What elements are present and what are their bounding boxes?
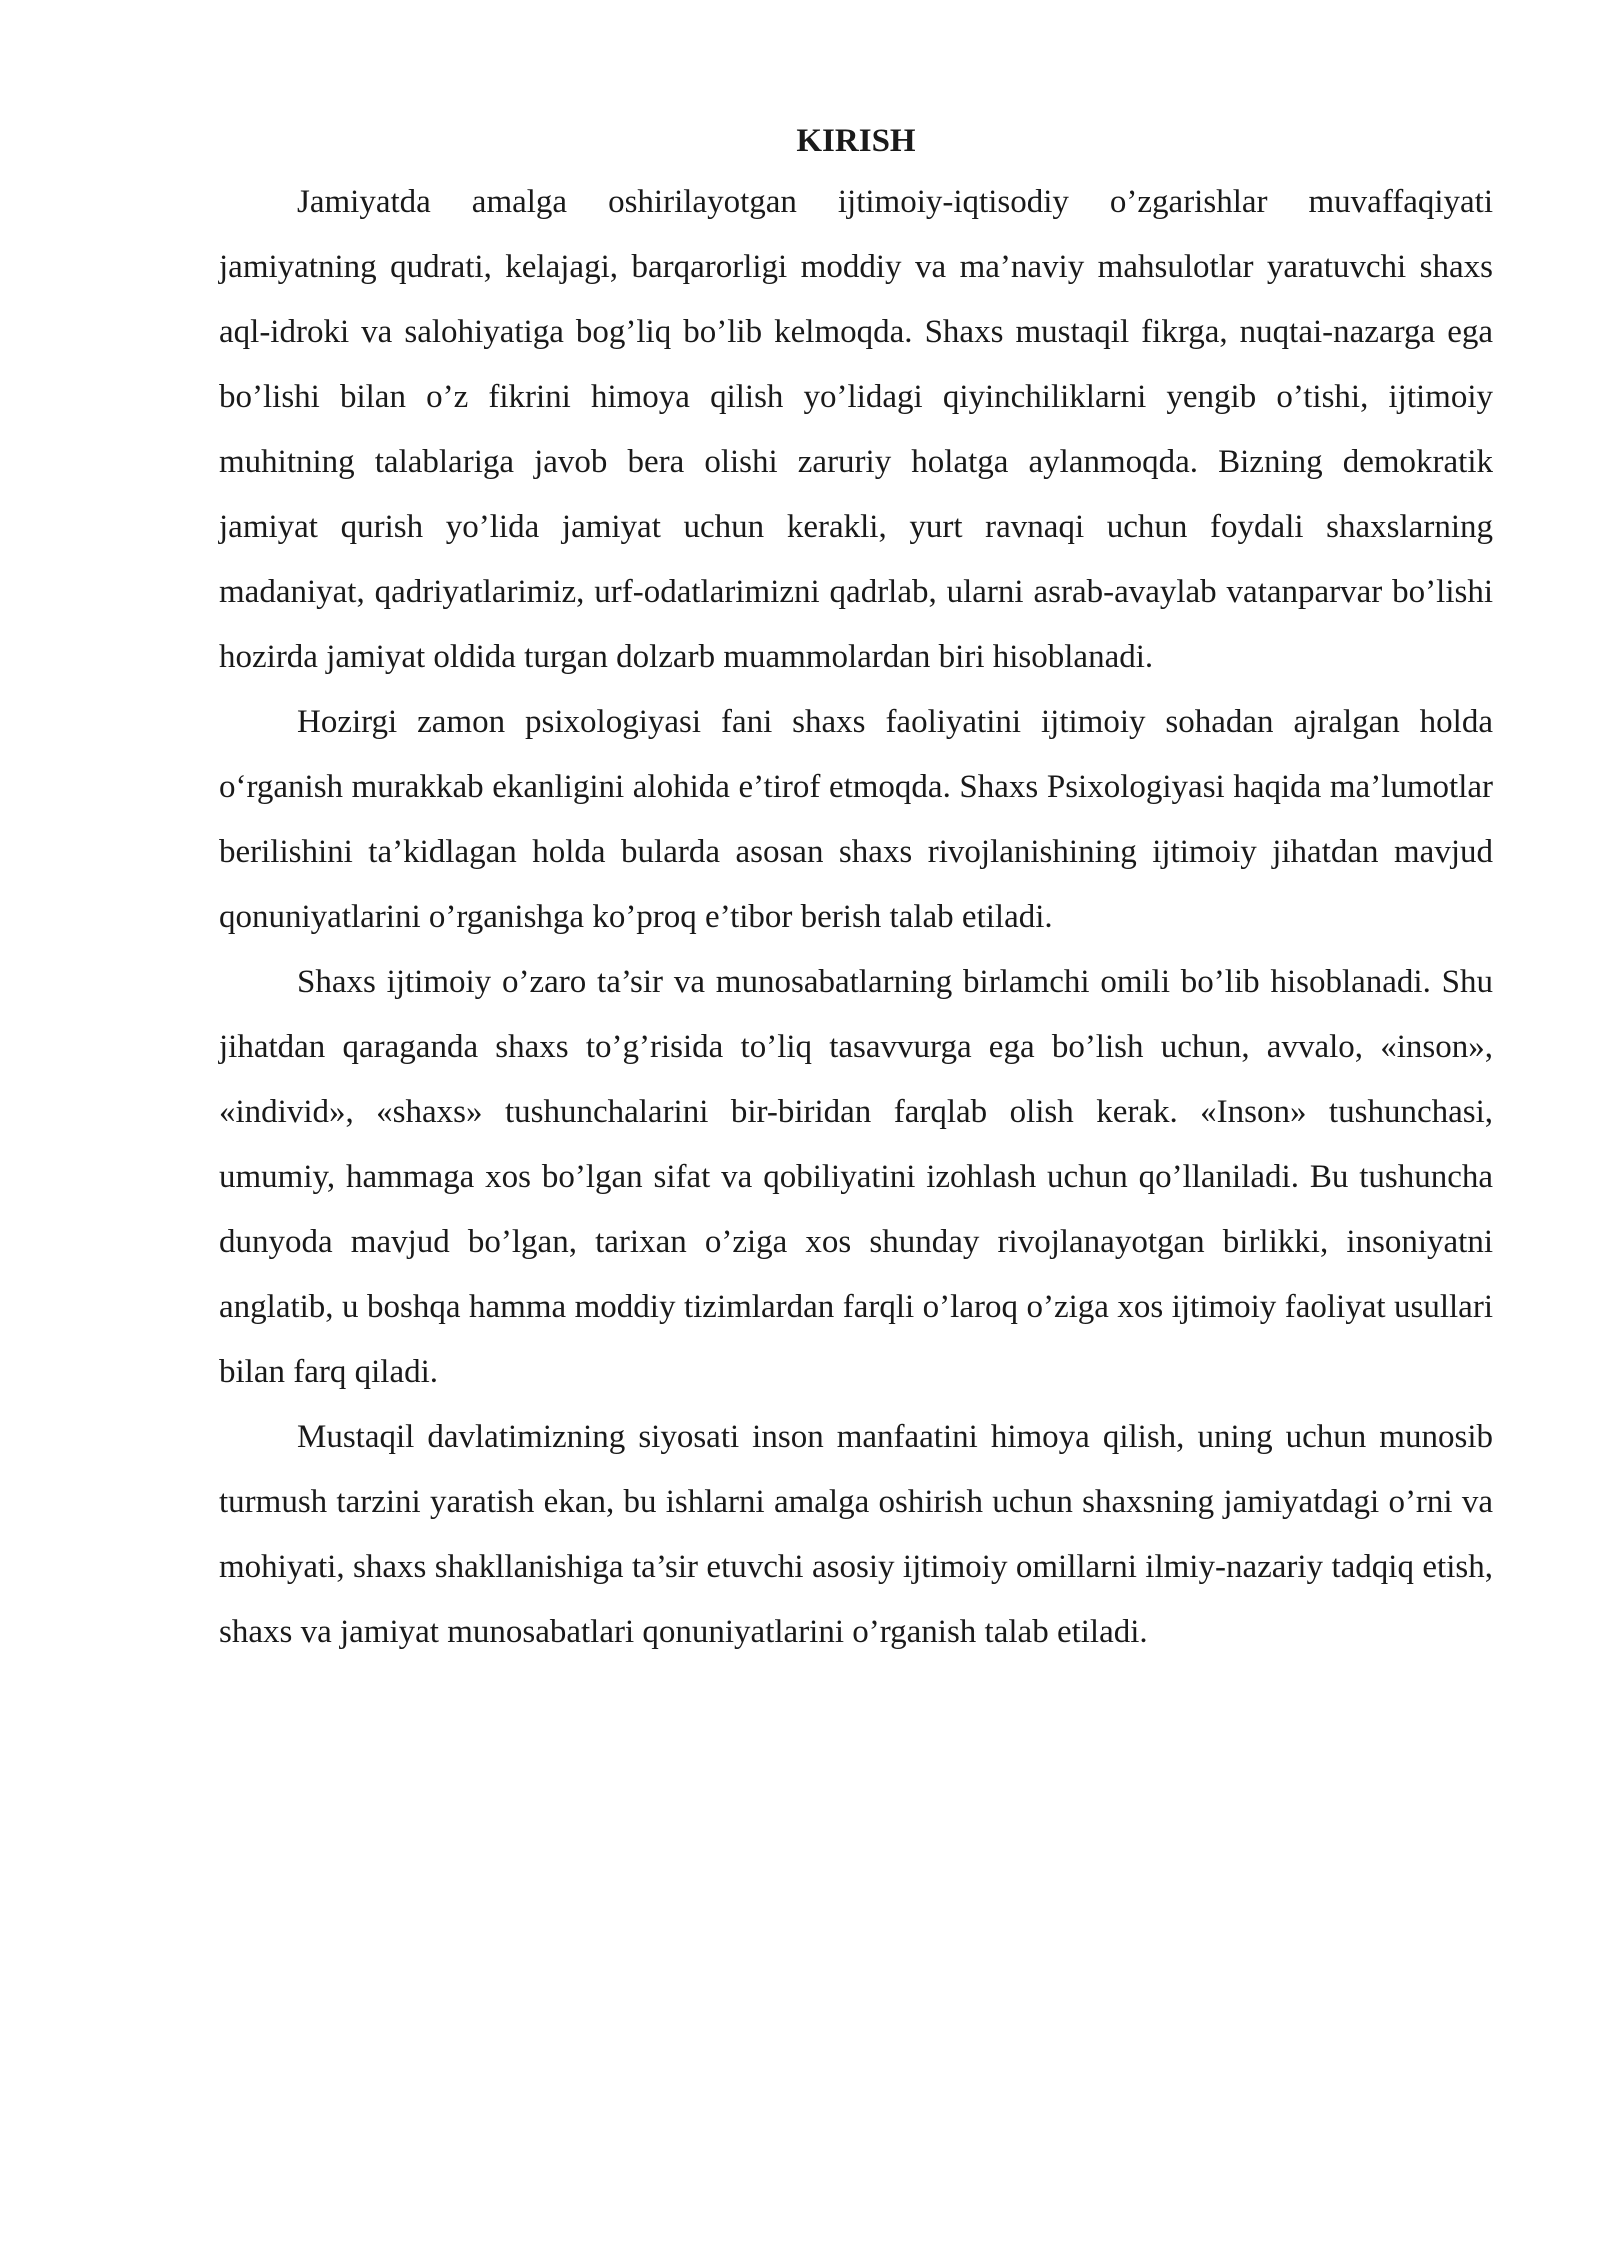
paragraph-1: Jamiyatda amalga oshirilayotgan ijtimoiy-iqtisodiy o’zgarishlar muvaffaqiyati jamiyatning qudrati, kelajagi, barqarorligi moddiy va ma’naviy mahsulotlar yaratuvchi shaxs aql-idroki va salohiyatiga bog’liq bo’lib kelmoqda. Shaxs mustaqil fikrga, nuqtai-nazarga ega bo’lishi bilan o’z fikrini himoya qilish yo’lidagi qiyinchiliklarni yengib o’tishi, ijtimoiy muhitning talablariga javob bera olishi zaruriy holatga aylanmoqda. Bizning demokratik jamiyat qurish yo’lida jamiyat uchun kerakli, yurt ravnaqi uchun foydali shaxslarning madaniyat, qadriyatlarimiz, urf-odatlarimizni qadrlab, ularni asrab-avaylab vatanparvar bo’lishi hozirda jamiyat oldida turgan dolzarb muammolardan biri hisoblanadi.	[219, 184, 1493, 675]
paragraph-4: Mustaqil davlatimizning siyosati inson manfaatini himoya qilish, uning uchun munosib turmush tarzini yaratish ekan, bu ishlarni amalga oshirish uchun shaxsning jamiyatdagi o’rni va mohiyati, shaxs shakllanishiga ta’sir etuvchi asosiy ijtimoiy omillarni ilmiy-nazariy tadqiq etish, shaxs va jamiyat munosabatlari qonuniyatlarini o’rganish talab etiladi.	[219, 1419, 1493, 1650]
paragraph-3: Shaxs ijtimoiy o’zaro ta’sir va munosabatlarning birlamchi omili bo’lib hisoblanadi. Shu jihatdan qaraganda shaxs to’g’risida to’liq tasavvurga ega bo’lish uchun, avvalo, «inson», «individ», «shaxs» tushunchalarini bir-biridan farqlab olish kerak. «Inson» tushunchasi, umumiy, hammaga xos bo’lgan sifat va qobiliyatini izohlash uchun qo’llaniladi. Bu tushuncha dunyoda mavjud bo’lgan, tarixan o’ziga xos shunday rivojlanayotgan birlikki, insoniyatni anglatib, u boshqa hamma moddiy tizimlardan farqli o’laroq o’ziga xos ijtimoiy faoliyat usullari bilan farq qiladi.	[219, 964, 1493, 1390]
document-page	[219, 112, 1493, 1665]
paragraph-2: Hozirgi zamon psixologiyasi fani shaxs faoliyatini ijtimoiy sohadan ajralgan holda o‘rganish murakkab ekanligini alohida e’tirof etmoqda. Shaxs Psixologiyasi haqida ma’lumotlar berilishini ta’kidlagan holda bularda asosan shaxs rivojlanishining ijtimoiy jihatdan mavjud qonuniyatlarini o’rganishga ko’proq e’tibor berish talab etiladi.	[219, 704, 1493, 935]
page-title: KIRISH	[796, 123, 916, 159]
